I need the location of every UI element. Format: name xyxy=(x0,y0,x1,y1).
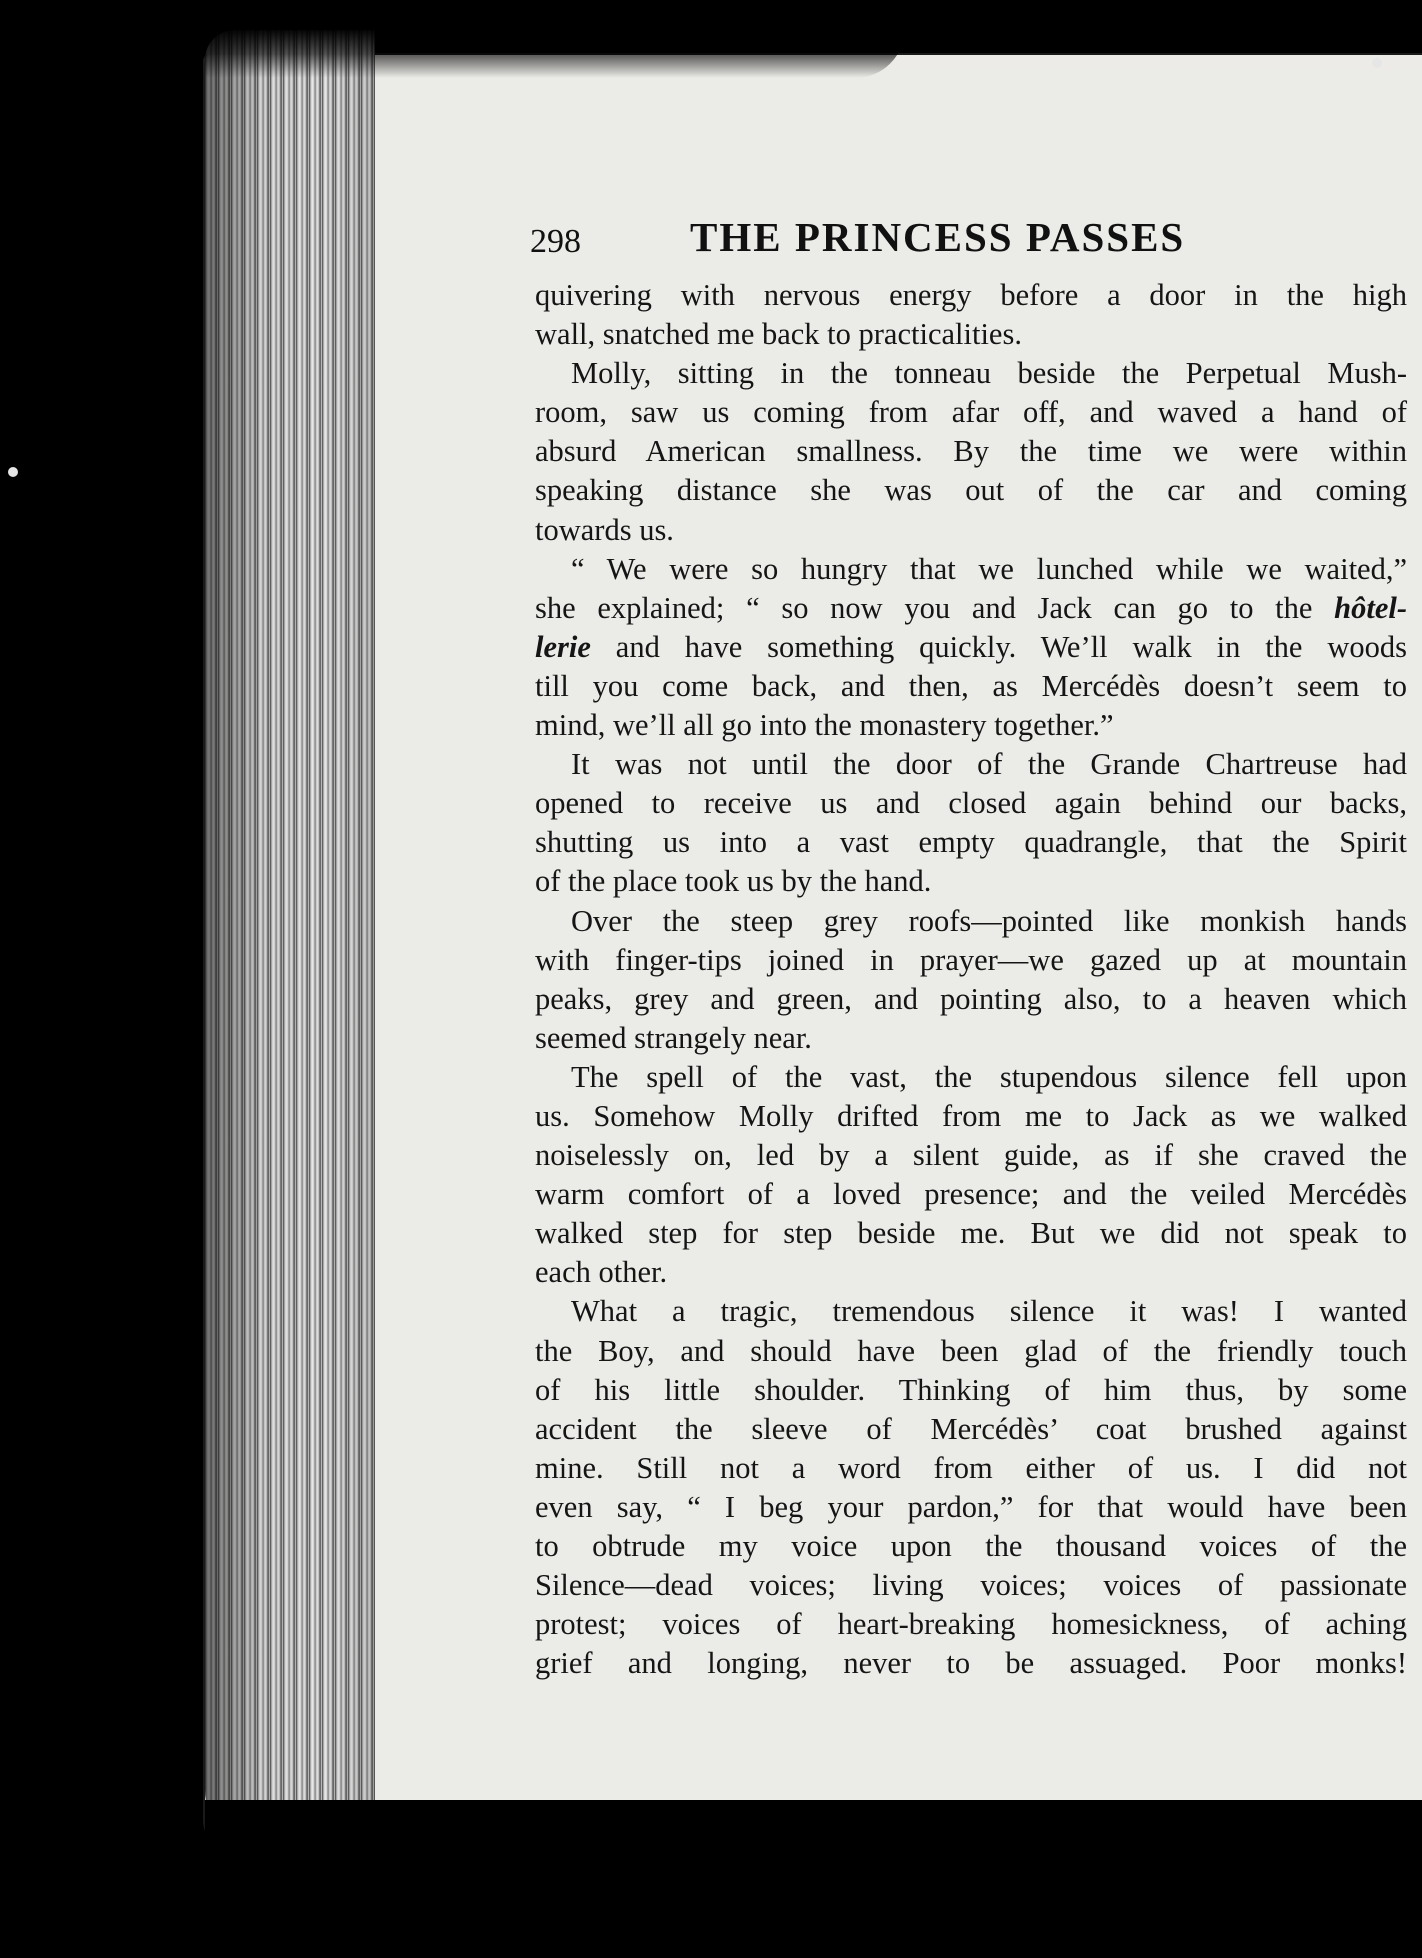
text-line: towards us. xyxy=(535,512,674,547)
text-line: Over the steep grey roofs—pointed like monkish hands xyxy=(571,903,1407,938)
text-line: of his little shoulder. Thinking of him thus, by some xyxy=(535,1372,1407,1407)
text-line: mind, we’ll all go into the monastery together.” xyxy=(535,708,1114,743)
text-line: even say, “ I beg your pardon,” for that would have been xyxy=(535,1489,1407,1524)
text-line: “ We were so hungry that we lunched while we waited,” xyxy=(571,551,1407,586)
running-title: THE PRINCESS PASSES xyxy=(690,214,1186,260)
text-line: accident the sleeve of Mercédès’ coat brushed against xyxy=(535,1411,1407,1446)
text-line: What a tragic, tremendous silence it was! I wanted xyxy=(571,1294,1407,1329)
text-line: till you come back, and then, as Mercédès doesn’t seem to xyxy=(535,668,1407,703)
text-line: quivering with nervous energy before a door in the high xyxy=(535,278,1407,312)
scan-speck xyxy=(1372,58,1382,68)
text-line: room, saw us coming from afar off, and waved a hand of xyxy=(535,395,1407,430)
text-line xyxy=(535,628,1407,667)
text-line: us. Somehow Molly drifted from me to Jack as we walked xyxy=(535,1098,1407,1133)
bottom-shadow xyxy=(205,1800,1422,1958)
text-fragment: she explained; “ so now you and Jack can go to the xyxy=(535,590,1313,625)
text-line: speaking distance she was out of the car and coming xyxy=(535,473,1407,508)
text-line: of the place took us by the hand. xyxy=(535,864,932,899)
page-edges xyxy=(205,30,375,1850)
text-line: Silence—dead voices; living voices; voices of passionate xyxy=(535,1568,1407,1603)
text-line: warm comfort of a loved presence; and the veiled Mercédès xyxy=(535,1177,1407,1212)
text-line: grief and longing, never to be assuaged. Poor monks! xyxy=(535,1646,1407,1681)
page-number: 298 xyxy=(530,223,581,260)
top-shadow xyxy=(205,28,905,78)
text-line: to obtrude my voice upon the thousand voices of the xyxy=(535,1529,1407,1563)
text-line: noiselessly on, led by a silent guide, as if she craved the xyxy=(535,1138,1407,1173)
scan-speck xyxy=(8,467,18,477)
italic-word: hôtel- xyxy=(1334,590,1408,625)
body-text xyxy=(535,276,1407,1683)
text-line: seemed strangely near. xyxy=(535,1020,812,1055)
text-line: peaks, grey and green, and pointing also, to a heaven which xyxy=(535,981,1407,1016)
text-fragment: and have something quickly. We’ll walk in the woods xyxy=(615,629,1407,664)
text-line: protest; voices of heart-breaking homesickness, of aching xyxy=(535,1607,1407,1642)
text-line: The spell of the vast, the stupendous silence fell upon xyxy=(571,1059,1407,1094)
text-line: the Boy, and should have been glad of the friendly touch xyxy=(535,1333,1407,1368)
text-line: absurd American smallness. By the time we were within xyxy=(535,434,1407,469)
text-line: It was not until the door of the Grande Chartreuse had xyxy=(571,747,1407,782)
text-line: wall, snatched me back to practicalities. xyxy=(535,317,1022,352)
running-head xyxy=(530,213,1410,273)
text-line: each other. xyxy=(535,1255,668,1290)
text-line xyxy=(535,589,1407,628)
italic-word: lerie xyxy=(535,629,591,664)
text-line: mine. Still not a word from either of us. I did not xyxy=(535,1450,1407,1485)
text-line: Molly, sitting in the tonneau beside the Perpetual Mush- xyxy=(571,356,1407,391)
text-line: walked step for step beside me. But we did not speak to xyxy=(535,1216,1407,1251)
text-line: opened to receive us and closed again behind our backs, xyxy=(535,786,1407,821)
text-line: shutting us into a vast empty quadrangle, that the Spirit xyxy=(535,825,1407,860)
text-line: with finger-tips joined in prayer—we gazed up at mountain xyxy=(535,942,1407,977)
